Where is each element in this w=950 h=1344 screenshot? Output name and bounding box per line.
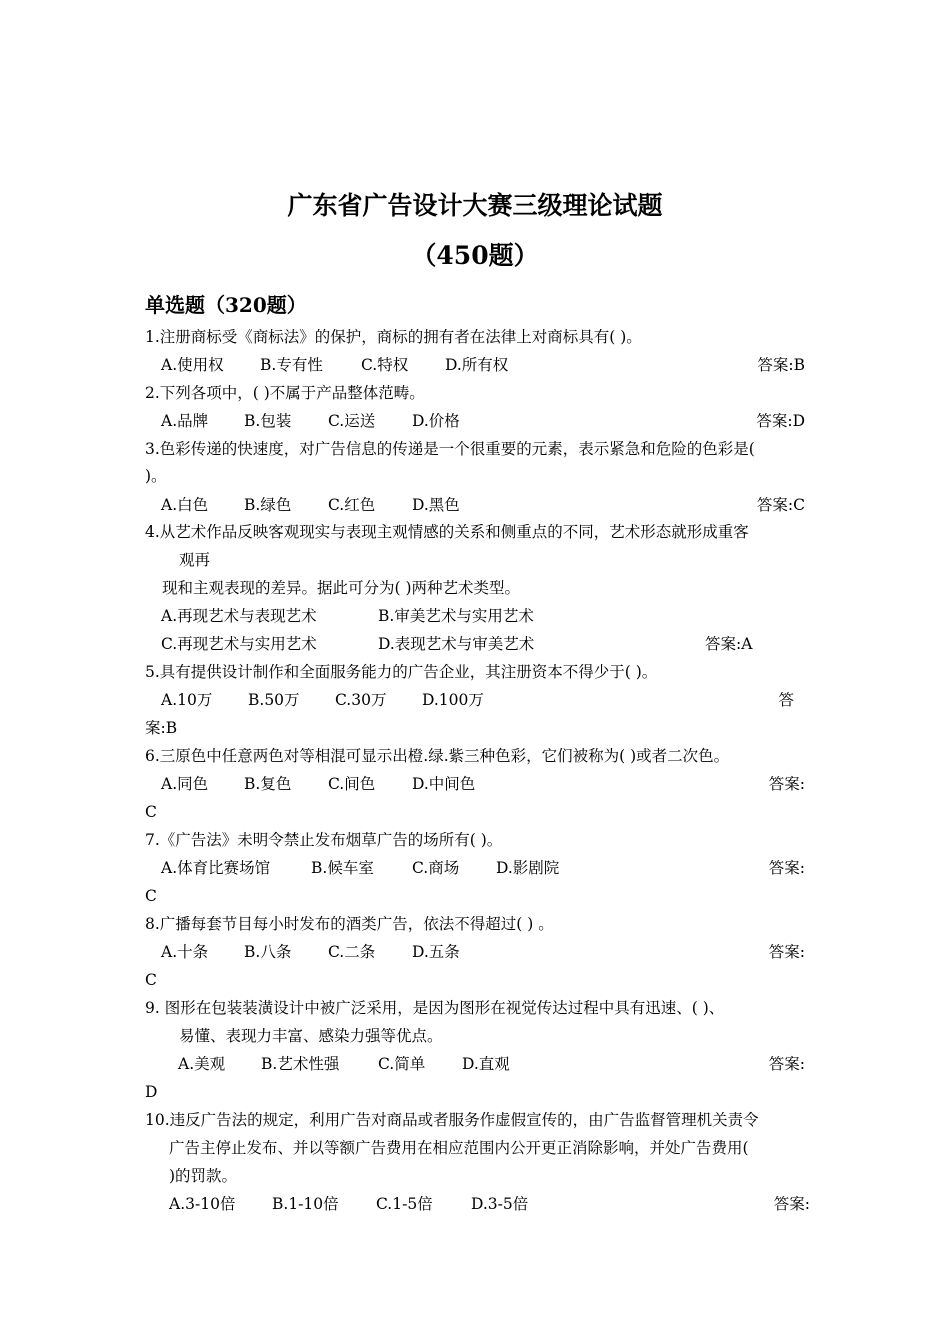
question-1-option-b: B.专有性 — [260, 356, 323, 374]
question-2-option-a: A.品牌 — [161, 412, 209, 430]
question-3-text-line-2: )。 — [145, 467, 167, 485]
question-4-text-line-2: 观再 — [179, 551, 211, 569]
question-6-text: 6.三原色中任意两色对等相混可显示出橙.绿.紫三种色彩，它们被称为( )或者二次色。 — [145, 747, 730, 765]
question-5-answer-part-1: 答 — [778, 691, 794, 709]
question-10-answer-part-1: 答案: — [773, 1195, 810, 1213]
question-8-option-d: D.五条 — [412, 943, 460, 961]
question-10-text-line-2: 广告主停止发布、并以等额广告费用在相应范围内公开更正消除影响，并处广告费用( — [169, 1139, 749, 1157]
question-3-answer: 答案:C — [756, 496, 805, 514]
question-6-option-c: C.间色 — [328, 775, 376, 793]
question-6-option-d: D.中间色 — [412, 775, 476, 793]
question-9-text-line-1: 9. 图形在包装装潢设计中被广泛采用，是因为图形在视觉传达过程中具有迅速、( )、 — [145, 999, 725, 1017]
question-5-option-d: D.100万 — [422, 691, 484, 709]
section-heading: 单选题（320题） — [145, 293, 307, 317]
question-9-answer-part-2: D — [145, 1083, 158, 1101]
question-1-text: 1.注册商标受《商标法》的保护，商标的拥有者在法律上对商标具有( )。 — [145, 328, 642, 346]
question-4-option-c: C.再现艺术与实用艺术 — [161, 635, 317, 653]
question-4-answer: 答案:A — [705, 635, 753, 653]
question-4-option-b: B.审美艺术与实用艺术 — [378, 607, 534, 625]
question-6-option-b: B.复色 — [244, 775, 292, 793]
question-2-answer: 答案:D — [756, 412, 805, 430]
question-10-option-d: D.3-5倍 — [471, 1195, 529, 1213]
question-4-option-a: A.再现艺术与表现艺术 — [161, 607, 317, 625]
question-3-option-a: A.白色 — [161, 496, 209, 514]
question-1-option-c: C.特权 — [361, 356, 409, 374]
document-subtitle: （450题） — [411, 241, 539, 270]
question-1-answer: 答案:B — [757, 356, 805, 374]
question-7-answer-part-2: C — [145, 887, 157, 905]
question-4-option-d: D.表现艺术与审美艺术 — [378, 635, 535, 653]
question-7-answer-part-1: 答案: — [768, 859, 805, 877]
question-8-option-c: C.二条 — [328, 943, 376, 961]
question-2-option-b: B.包装 — [244, 412, 292, 430]
question-4-text-line-1: 4.从艺术作品反映客观现实与表现主观情感的关系和侧重点的不同，艺术形态就形成重客 — [145, 523, 749, 541]
question-9-option-c: C.简单 — [378, 1055, 426, 1073]
question-3-option-d: D.黑色 — [412, 496, 460, 514]
question-10-option-c: C.1-5倍 — [376, 1195, 433, 1213]
question-9-option-a: A.美观 — [178, 1055, 226, 1073]
question-9-answer-part-1: 答案: — [768, 1055, 805, 1073]
question-3-option-b: B.绿色 — [244, 496, 292, 514]
question-4-text-line-3: 现和主观表现的差异。据此可分为( )两种艺术类型。 — [162, 579, 521, 597]
question-1-option-d: D.所有权 — [445, 356, 509, 374]
question-3-text-line-1: 3.色彩传递的快速度，对广告信息的传递是一个很重要的元素，表示紧急和危险的色彩是( — [145, 440, 755, 458]
question-8-answer-part-2: C — [145, 971, 157, 989]
question-5-option-c: C.30万 — [335, 691, 387, 709]
question-5-text: 5.具有提供设计制作和全面服务能力的广告企业，其注册资本不得少于( )。 — [145, 663, 658, 681]
question-9-text-line-2: 易懂、表现力丰富、感染力强等优点。 — [179, 1027, 443, 1045]
question-8-answer-part-1: 答案: — [768, 943, 805, 961]
question-2-text: 2.下列各项中，( )不属于产品整体范畴。 — [145, 384, 425, 402]
question-8-text: 8.广播每套节目每小时发布的酒类广告，依法不得超过( ) 。 — [145, 915, 554, 933]
question-7-option-a: A.体育比赛场馆 — [161, 859, 271, 877]
question-10-option-b: B.1-10倍 — [272, 1195, 339, 1213]
question-8-option-a: A.十条 — [161, 943, 209, 961]
document-title: 广东省广告设计大赛三级理论试题 — [287, 191, 663, 220]
question-7-option-c: C.商场 — [412, 859, 460, 877]
question-5-option-a: A.10万 — [161, 691, 213, 709]
question-7-text: 7.《广告法》未明令禁止发布烟草广告的场所有( )。 — [145, 831, 503, 849]
question-2-option-c: C.运送 — [328, 412, 376, 430]
question-9-option-d: D.直观 — [462, 1055, 510, 1073]
question-8-option-b: B.八条 — [244, 943, 292, 961]
question-5-answer-part-2: 案:B — [145, 719, 178, 737]
question-2-option-d: D.价格 — [412, 412, 460, 430]
question-5-option-b: B.50万 — [248, 691, 300, 709]
question-6-answer-part-2: C — [145, 803, 157, 821]
question-6-answer-part-1: 答案: — [768, 775, 805, 793]
question-7-option-d: D.影剧院 — [496, 859, 560, 877]
question-6-option-a: A.同色 — [161, 775, 209, 793]
question-9-option-b: B.艺术性强 — [261, 1055, 340, 1073]
question-1-option-a: A.使用权 — [161, 356, 224, 374]
question-3-option-c: C.红色 — [328, 496, 376, 514]
question-7-option-b: B.候车室 — [311, 859, 374, 877]
question-10-option-a: A.3-10倍 — [169, 1195, 236, 1213]
question-10-text-line-3: )的罚款。 — [169, 1167, 238, 1185]
question-10-text-line-1: 10.违反广告法的规定，利用广告对商品或者服务作虚假宣传的，由广告监督管理机关责令 — [145, 1111, 759, 1129]
